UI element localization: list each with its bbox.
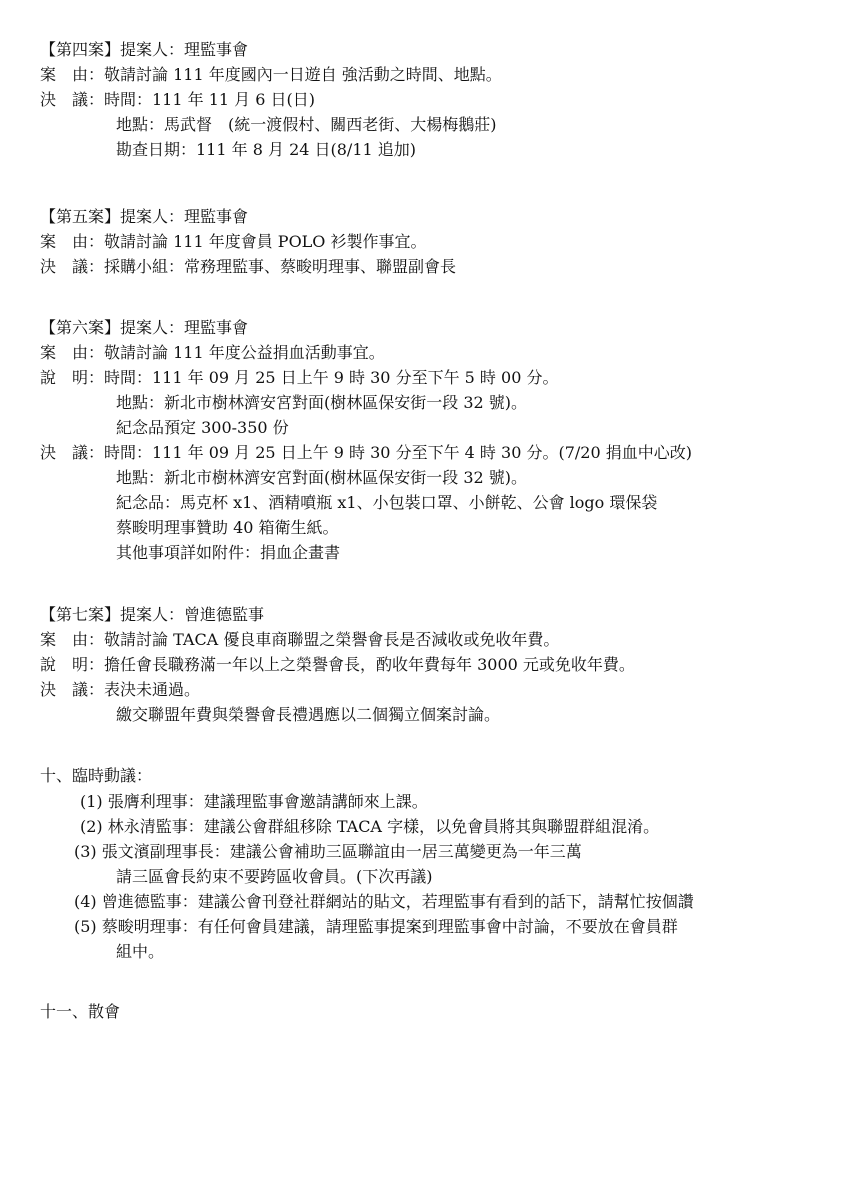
adjourn-title: 十一、散會: [40, 1002, 121, 1021]
proposal-4-decision-place: 地點：馬武督 (統一渡假村、關西老街、大楊梅鵝莊): [116, 115, 497, 134]
proposal-7-decision: 決 議：表決未通過。: [40, 680, 201, 699]
proposal-6-decision-sponsor: 蔡畯明理事贊助 40 箱衛生紙。: [116, 518, 339, 537]
proposal-6-header: 【第六案】提案人：理監事會: [40, 318, 249, 337]
proposal-5-reason: 案 由：敬請討論 111 年度會員 POLO 衫製作事宜。: [40, 232, 427, 251]
extempore-item-5-continued: 組中。: [116, 942, 165, 961]
proposal-7-decision-detail: 繳交聯盟年費與榮譽會長禮遇應以二個獨立個案討論。: [116, 705, 501, 724]
proposal-7-note: 說 明：擔任會長職務滿一年以上之榮譽會長，酌收年費每年 3000 元或免收年費。: [40, 655, 635, 674]
extempore-item-3-continued: 請三區會長約束不要跨區收會員。(下次再議): [116, 867, 433, 886]
proposal-4-reason: 案 由：敬請討論 111 年度國內一日遊自 強活動之時間、地點。: [40, 65, 502, 84]
extempore-item-5: (5) 蔡畯明理事：有任何會員建議，請理監事提案到理監事會中討論，不要放在會員群: [74, 917, 678, 936]
extempore-item-2: (2) 林永清監事：建議公會群組移除 TACA 字樣，以免會員將其與聯盟群組混淆。: [80, 817, 660, 836]
extempore-title: 十、臨時動議：: [40, 766, 153, 785]
proposal-6-decision-time: 決 議：時間：111 年 09 月 25 日上午 9 時 30 分至下午 4 時 30 分。(7/20 捐血中心改): [40, 443, 692, 462]
proposal-6-decision-souvenir: 紀念品：馬克杯 x1、酒精噴瓶 x1、小包裝口罩、小餅乾、公會 logo 環保袋: [116, 493, 658, 512]
extempore-item-1: (1) 張膺利理事：建議理監事會邀請講師來上課。: [80, 792, 428, 811]
extempore-item-3: (3) 張文濱副理事長：建議公會補助三區聯誼由一居三萬變更為一年三萬: [74, 842, 582, 861]
proposal-4-header: 【第四案】提案人：理監事會: [40, 40, 249, 59]
proposal-6-note-souvenir: 紀念品預定 300-350 份: [116, 418, 289, 437]
proposal-4-decision-time: 決 議：時間：111 年 11 月 6 日(日): [40, 90, 315, 109]
proposal-5-header: 【第五案】提案人：理監事會: [40, 207, 249, 226]
proposal-6-decision-other: 其他事項詳如附件：捐血企畫書: [116, 543, 341, 562]
extempore-item-4: (4) 曾進德監事：建議公會刊登社群網站的貼文，若理監事有看到的話下，請幫忙按個讚: [74, 892, 694, 911]
proposal-6-reason: 案 由：敬請討論 111 年度公益捐血活動事宜。: [40, 343, 385, 362]
proposal-4-decision-survey-date: 勘查日期：111 年 8 月 24 日(8/11 追加): [116, 140, 417, 159]
proposal-7-reason: 案 由：敬請討論 TACA 優良車商聯盟之榮譽會長是否減收或免收年費。: [40, 630, 560, 649]
proposal-6-note-place: 地點：新北市樹林濟安宮對面(樹林區保安街一段 32 號)。: [116, 393, 528, 412]
proposal-6-decision-place: 地點：新北市樹林濟安宮對面(樹林區保安街一段 32 號)。: [116, 468, 528, 487]
proposal-6-note-time: 說 明：時間：111 年 09 月 25 日上午 9 時 30 分至下午 5 時 00 分。: [40, 368, 559, 387]
proposal-5-decision: 決 議：採購小組：常務理監事、蔡畯明理事、聯盟副會長: [40, 257, 457, 276]
proposal-7-header: 【第七案】提案人：曾進德監事: [40, 605, 265, 624]
